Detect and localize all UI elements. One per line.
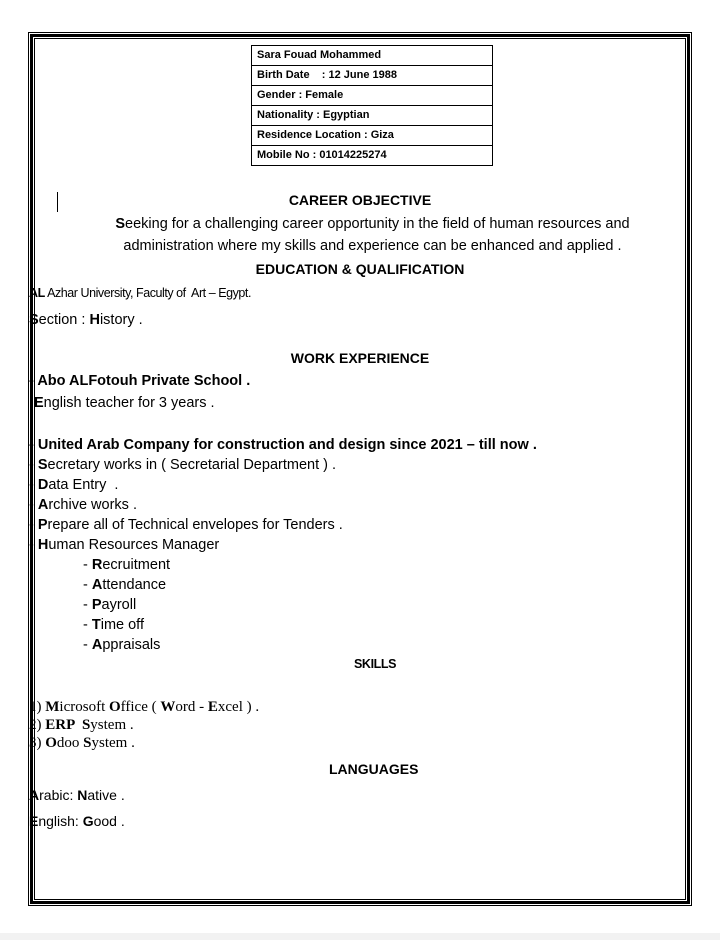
full-name: Sara Fouad Mohammed: [252, 46, 493, 66]
job1-title: - Abo ALFotouh Private School .: [29, 373, 251, 389]
job1-description: English teacher for 3 years .: [34, 395, 215, 411]
hr-subduty-item: - Appraisals: [83, 637, 161, 653]
objective-line-1: Seeking for a challenging career opportunity in the field of human resources and: [115, 216, 630, 232]
info-row-nationality: [252, 106, 493, 126]
language-arabic: Arabic: Native .: [29, 787, 125, 803]
info-row-mobile: [252, 146, 493, 166]
objective-line-2: administration where my skills and experience can be enhanced and applied .: [123, 238, 622, 254]
gender: Gender : Female: [252, 86, 493, 106]
duty-item: - Human Resources Manager: [29, 537, 220, 553]
work-experience-heading: WORK EXPERIENCE: [290, 350, 430, 366]
resume-page: [29, 39, 685, 899]
hr-subduty-item: - Recruitment: [83, 557, 171, 573]
language-english: English: Good .: [29, 813, 125, 829]
career-objective-heading: CAREER OBJECTIVE: [288, 192, 432, 208]
duty-item: - Prepare all of Technical envelopes for Tenders .: [29, 517, 343, 533]
education-section: Section : History .: [29, 312, 143, 328]
job2-duties-list: [29, 455, 343, 555]
skill-item: 2) ERP System .: [29, 717, 134, 733]
duty-item: - Data Entry .: [29, 477, 119, 493]
hr-subduty-item: - Time off: [83, 617, 144, 633]
info-row-birth-date: [252, 66, 493, 86]
career-objective-text: [35, 213, 710, 257]
hr-subduty-item: - Attendance: [83, 577, 167, 593]
birth-date: Birth Date : 12 June 1988: [252, 66, 493, 86]
nationality: Nationality : Egyptian: [252, 106, 493, 126]
job2-title: - United Arab Company for construction and design since 2021 – till now .: [29, 437, 537, 453]
education-university: AL Azhar University, Faculty of Art – Egypt.: [29, 286, 251, 300]
skills-list: [29, 698, 259, 752]
viewer-background-strip: [0, 933, 720, 940]
education-heading: EDUCATION & QUALIFICATION: [255, 261, 465, 277]
info-row-name: [252, 46, 493, 66]
hr-subduties-list: [83, 555, 170, 655]
personal-info-table: [251, 45, 493, 166]
info-row-residence: [252, 126, 493, 146]
languages-heading: LANGUAGES: [329, 761, 419, 777]
mobile-number: Mobile No : 01014225274: [252, 146, 493, 166]
duty-item: - Secretary works in ( Secretarial Department ) .: [29, 457, 337, 473]
residence-location: Residence Location : Giza: [252, 126, 493, 146]
hr-subduty-item: - Payroll: [83, 597, 137, 613]
duty-item: - Archive works .: [29, 497, 137, 513]
skill-item: 3) Odoo System .: [29, 735, 135, 751]
info-row-gender: [252, 86, 493, 106]
skill-item: 1) Microsoft Office ( Word - Excel ) .: [29, 699, 260, 715]
skills-heading: SKILLS: [354, 657, 397, 671]
